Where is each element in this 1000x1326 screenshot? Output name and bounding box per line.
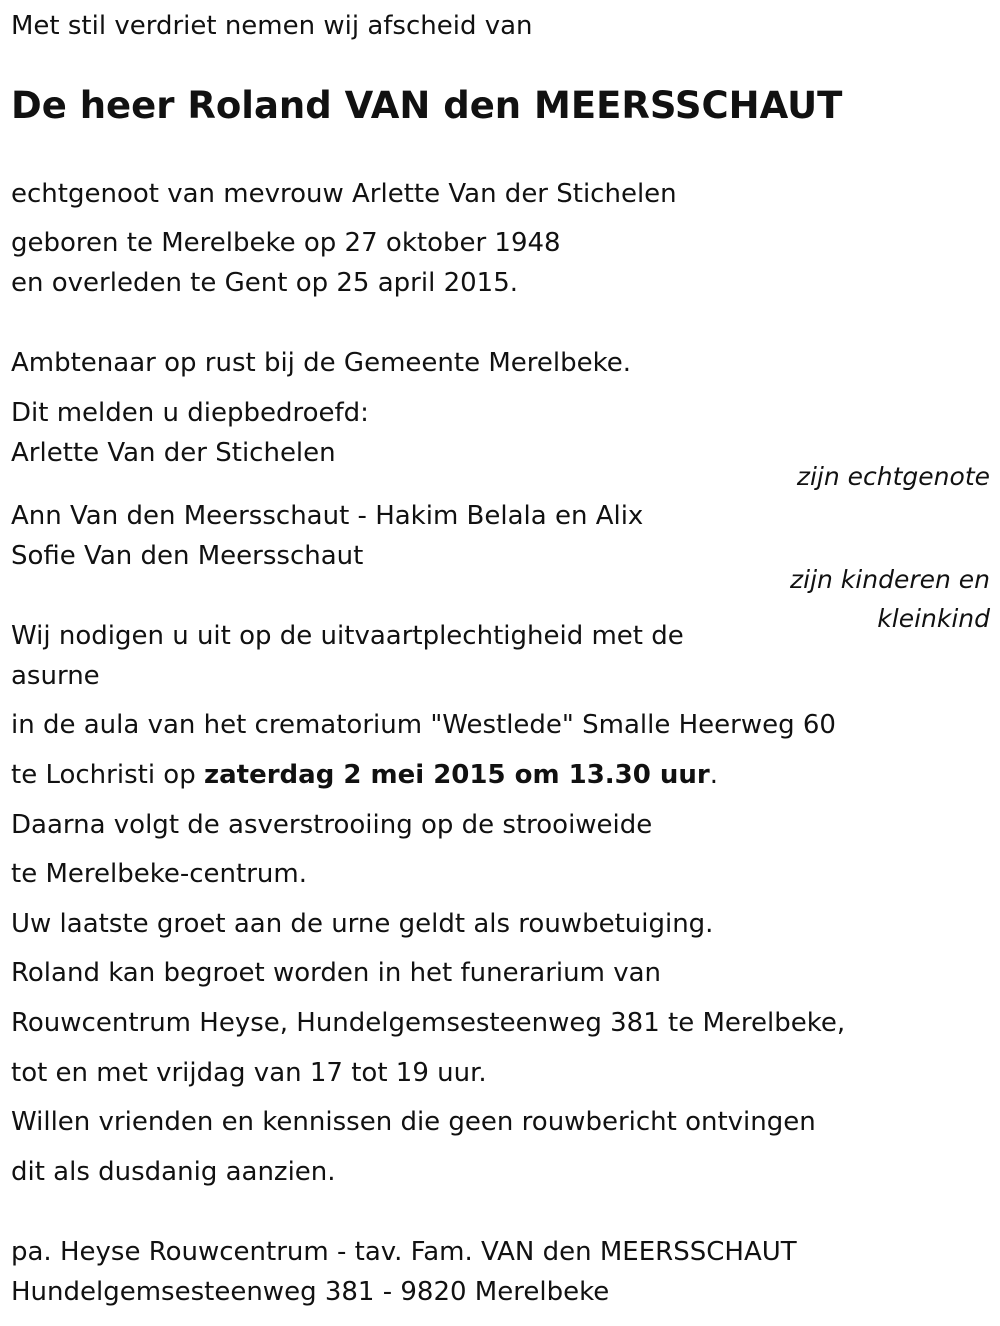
- died-line: en overleden te Gent op 25 april 2015.: [11, 268, 519, 298]
- intro-text: Met stil verdriet nemen wij afscheid van: [11, 11, 533, 41]
- born-line: geboren te Merelbeke op 27 oktober 1948: [11, 228, 561, 258]
- mourner-children-role: zijn kinderen en: [790, 565, 990, 594]
- scattering-line: Daarna volgt de asverstrooiing op de strooiweide: [11, 810, 653, 840]
- date-prefix: te Lochristi op: [11, 760, 204, 790]
- date-line: [11, 759, 718, 791]
- invite-line-cont: asurne: [11, 661, 100, 691]
- visit-line: Roland kan begroet worden in het funerarium van: [11, 958, 662, 988]
- spouse-line: echtgenoot van mevrouw Arlette Van der Stichelen: [11, 179, 677, 209]
- scattering-place-line: te Merelbeke-centrum.: [11, 859, 307, 889]
- announce-line: Dit melden u diepbedroefd:: [11, 398, 369, 428]
- greeting-line: Uw laatste groet aan de urne geldt als rouwbetuiging.: [11, 909, 714, 939]
- mourner-children-role: kleinkind: [877, 604, 990, 633]
- date-suffix: .: [709, 760, 719, 790]
- contact-address-line: Hundelgemsesteenweg 381 - 9820 Merelbeke: [11, 1277, 610, 1307]
- mourner-child-name: Sofie Van den Meersschaut: [11, 541, 364, 571]
- contact-line: pa. Heyse Rouwcentrum - tav. Fam. VAN den MEERSSCHAUT: [11, 1237, 797, 1267]
- mourner-child-name: Ann Van den Meersschaut - Hakim Belala en Alix: [11, 501, 644, 531]
- mourner-spouse-role: zijn echtgenote: [796, 462, 990, 491]
- friends-line-cont: dit als dusdanig aanzien.: [11, 1157, 336, 1187]
- mourner-spouse-name: Arlette Van der Stichelen: [11, 438, 336, 468]
- location-line: in de aula van het crematorium "Westlede" Smalle Heerweg 60: [11, 710, 836, 740]
- visit-hours-line: tot en met vrijdag van 17 tot 19 uur.: [11, 1058, 487, 1088]
- occupation-line: Ambtenaar op rust bij de Gemeente Merelbeke.: [11, 348, 631, 378]
- ceremony-datetime: zaterdag 2 mei 2015 om 13.30 uur: [203, 760, 710, 790]
- visit-address-line: Rouwcentrum Heyse, Hundelgemsesteenweg 381 te Merelbeke,: [11, 1008, 846, 1038]
- deceased-name-title: De heer Roland VAN den MEERSSCHAUT: [11, 84, 843, 127]
- invite-line: Wij nodigen u uit op de uitvaartplechtigheid met de: [11, 621, 684, 651]
- friends-line: Willen vrienden en kennissen die geen rouwbericht ontvingen: [11, 1107, 816, 1137]
